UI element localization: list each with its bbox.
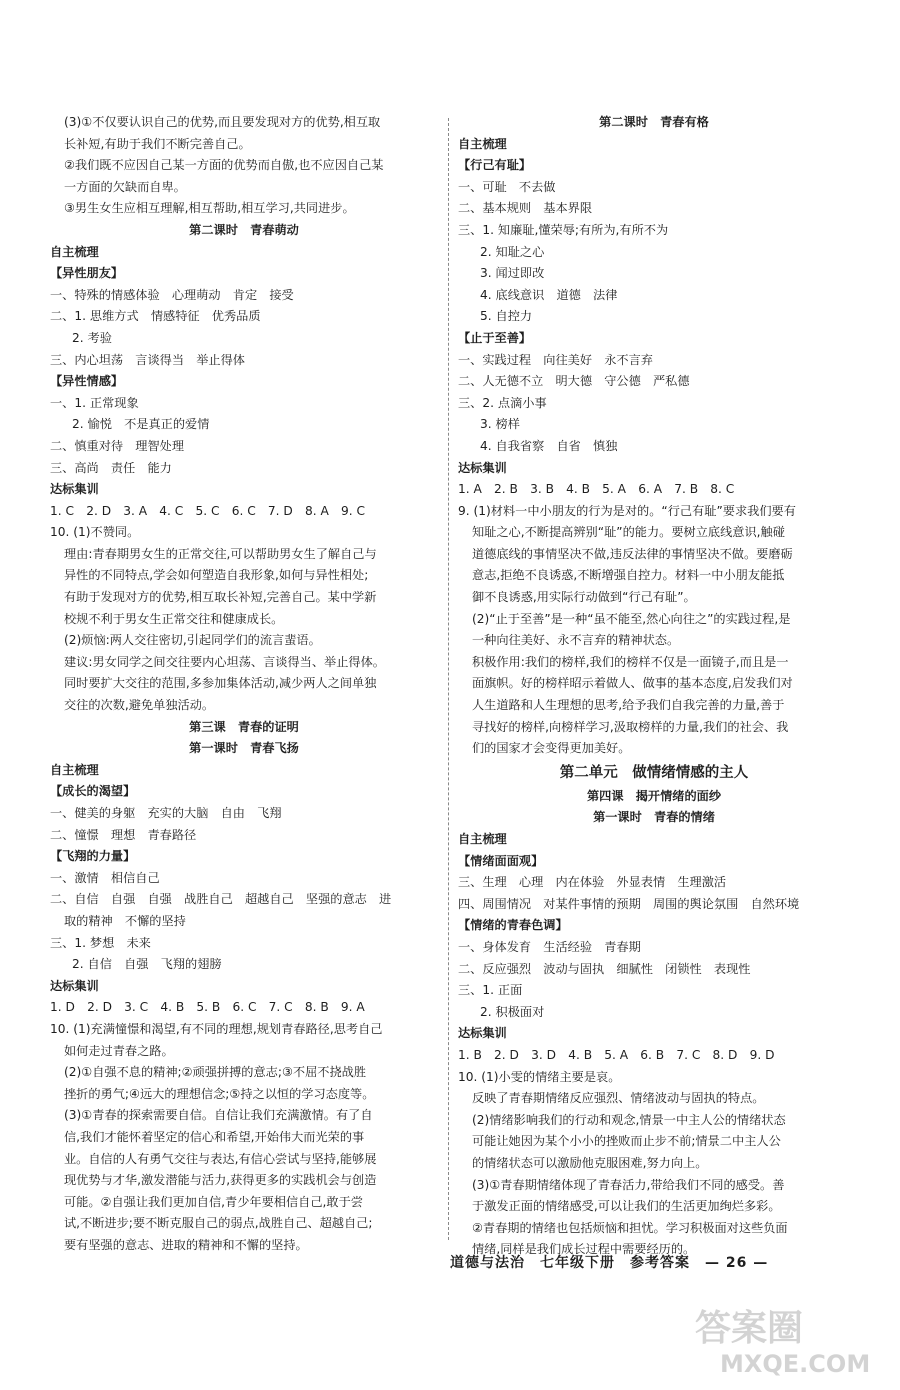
text-line: 【飞翔的力量】 xyxy=(50,849,136,864)
text-line: 一方面的欠缺而自卑。 xyxy=(64,179,186,194)
column-divider xyxy=(448,118,449,1240)
text-line: 于激发正面的情绪感受,可以让我们的生活更加绚烂多彩。 xyxy=(472,1199,781,1214)
page-footer: 道德与法治 七年级下册 参考答案 — 26 — xyxy=(450,1255,769,1271)
text-line: 挫折的勇气;④远大的理想信念;⑤持之以恒的学习态度等。 xyxy=(64,1086,375,1101)
text-line: 取的精神 不懈的坚持 xyxy=(64,913,186,928)
text-line: 4. 自我省察 自省 慎独 xyxy=(480,438,618,453)
text-line: 有助于发现对方的优势,相互取长补短,完善自己。某中学新 xyxy=(64,590,377,605)
text-line: 长补短,有助于我们不断完善自己。 xyxy=(64,136,251,151)
text-line: 1. D 2. D 3. C 4. B 5. B 6. C 7. C 8. B 9. A xyxy=(50,1000,365,1015)
text-line: 试,不断进步;要不断克服自己的弱点,战胜自己、超越自己; xyxy=(64,1216,373,1231)
text-line: 1. A 2. B 3. B 4. B 5. A 6. A 7. B 8. C xyxy=(458,482,735,497)
text-line: 达标集训 xyxy=(458,1026,507,1041)
text-line: 二、自信 自强 自强 战胜自己 超越自己 坚强的意志 进 xyxy=(50,892,392,907)
text-line: 第一课时 青春飞扬 xyxy=(189,741,299,756)
text-line: 同时要扩大交往的范围,多参加集体活动,减少两人之间单独 xyxy=(64,676,377,691)
text-line: 1. B 2. D 3. D 4. B 5. A 6. B 7. C 8. D 9. D xyxy=(458,1047,775,1062)
text-line: 交往的次数,避免单独活动。 xyxy=(64,698,215,713)
text-line: 知耻之心,不断提高辨别“耻”的能力。要树立底线意识,触碰 xyxy=(472,525,785,540)
text-line: 达标集训 xyxy=(50,978,99,993)
text-line: 【异性朋友】 xyxy=(50,266,124,281)
text-line: 情绪,同样是我们成长过程中需要经历的。 xyxy=(472,1242,696,1257)
text-line: 一、特殊的情感体验 心理萌动 肯定 接受 xyxy=(50,287,294,302)
text-line: 如何走过青春之路。 xyxy=(64,1043,174,1058)
text-line: 一、健美的身躯 充实的大脑 自由 飞翔 xyxy=(50,806,282,820)
text-line: 道德底线的事情坚决不做,违反法律的事情坚决不做。要磨砺 xyxy=(472,546,793,561)
text-line: 2. 愉悦 不是真正的爱情 xyxy=(72,417,210,432)
text-line: 3. 闻过即改 xyxy=(480,266,545,281)
text-line: 二、1. 思维方式 情感特征 优秀品质 xyxy=(50,309,261,324)
text-line: 可能让她因为某个小小的挫败而止步不前;情景二中主人公 xyxy=(472,1134,781,1149)
text-line: 【成长的渴望】 xyxy=(50,784,136,799)
text-line: ②我们既不应因自己某一方面的优势而自傲,也不应因自己某 xyxy=(64,158,384,173)
text-line: 第二课时 青春萌动 xyxy=(189,222,299,237)
text-line: 二、慎重对待 理智处理 xyxy=(50,438,185,453)
text-line: 9. (1)材料一中小朋友的行为是对的。“行己有耻”要求我们要有 xyxy=(458,503,796,518)
text-line: 寻找好的榜样,向榜样学习,汲取榜样的力量,我们的社会、我 xyxy=(472,719,789,734)
text-line: (2)①自强不息的精神;②顽强拼搏的意志;③不屈不挠战胜 xyxy=(64,1065,367,1080)
text-line: 三、1. 知廉耻,懂荣辱;有所为,有所不为 xyxy=(458,222,669,237)
text-line: 【止于至善】 xyxy=(458,330,532,345)
text-line: 校规不利于男女生正常交往和健康成长。 xyxy=(64,611,284,626)
text-line: 一、可耻 不去做 xyxy=(458,179,556,194)
text-line: 一、激情 相信自己 xyxy=(50,870,160,885)
text-line: 一、实践过程 向往美好 永不言弃 xyxy=(458,352,653,367)
text-line: ②青春期的情绪也包括烦恼和担忧。学习积极面对这些负面 xyxy=(472,1220,788,1235)
text-line: 三、高尚 责任 能力 xyxy=(50,460,172,475)
watermark-logo xyxy=(690,1300,880,1380)
text-line: (3)①不仅要认识自己的优势,而且要发现对方的优势,相互取 xyxy=(64,115,381,129)
text-line: 5. 自控力 xyxy=(480,309,533,324)
text-line: 可能。②自强让我们更加自信,青少年要相信自己,敢于尝 xyxy=(64,1194,363,1209)
text-line: 1. C 2. D 3. A 4. C 5. C 6. C 7. D 8. A 9. C xyxy=(50,503,366,518)
text-line: 10. (1)小雯的情绪主要是哀。 xyxy=(458,1069,621,1084)
text-line: 自主梳理 xyxy=(458,136,507,151)
text-line: 第一课时 青春的情绪 xyxy=(593,810,715,825)
right-column xyxy=(458,112,850,1261)
text-line: 2. 积极面对 xyxy=(480,1004,545,1019)
text-line: 【情绪面面观】 xyxy=(458,853,544,868)
text-line: 积极作用:我们的榜样,我们的榜样不仅是一面镜子,而且是一 xyxy=(472,654,789,669)
text-line: 【异性情感】 xyxy=(50,374,124,389)
text-line: 的情绪状态可以激励他克服困难,努力向上。 xyxy=(472,1155,708,1170)
text-line: 三、内心坦荡 言谈得当 举止得体 xyxy=(50,352,245,367)
text-line: 2. 自信 自强 飞翔的翅膀 xyxy=(72,957,222,972)
text-line: 三、1. 梦想 未来 xyxy=(50,935,151,950)
text-line: 理由:青春期男女生的正常交往,可以帮助男女生了解自己与 xyxy=(64,546,377,561)
text-line: 自主梳理 xyxy=(50,762,99,777)
text-line: 四、周围情况 对某件事情的预期 周围的舆论氛围 自然环境 xyxy=(458,896,800,911)
text-line: (3)①青春的探索需要自信。自信让我们充满激情。有了自 xyxy=(64,1108,373,1123)
text-line: 第二课时 青春有格 xyxy=(599,115,709,129)
text-line: 面旗帜。好的榜样昭示着做人、做事的基本态度,启发我们对 xyxy=(472,676,793,691)
text-line: 业。自信的人有勇气交往与表达,有信心尝试与坚持,能够展 xyxy=(64,1151,377,1166)
text-line: 反映了青春期情绪反应强烈、情绪波动与固执的特点。 xyxy=(472,1091,765,1106)
text-line: 意志,拒绝不良诱惑,不断增强自控力。材料一中小朋友能抵 xyxy=(472,568,785,583)
text-line: 二、反应强烈 波动与固执 细腻性 闭锁性 表现性 xyxy=(458,961,751,976)
text-line: (2)情绪影响我们的行动和观念,情景一中主人公的情绪状态 xyxy=(472,1112,786,1127)
text-line: 第二单元 做情绪情感的主人 xyxy=(559,764,749,781)
text-line: 一、身体发育 生活经验 青春期 xyxy=(458,939,641,954)
text-line: 现优势与才华,激发潜能与活力,获得更多的实践机会与创造 xyxy=(64,1173,377,1188)
text-line: 二、人无德不立 明大德 守公德 严私德 xyxy=(458,374,690,389)
text-line: 2. 考验 xyxy=(72,330,112,345)
text-line: 达标集训 xyxy=(50,482,99,497)
text-line: 自主梳理 xyxy=(50,244,99,259)
text-line: 二、憧憬 理想 青春路径 xyxy=(50,827,197,842)
text-line: 三、2. 点滴小事 xyxy=(458,395,547,410)
text-line: 要有坚强的意志、进取的精神和不懈的坚持。 xyxy=(64,1237,308,1252)
text-line: (3)①青春期情绪体现了青春活力,带给我们不同的感受。善 xyxy=(472,1177,785,1192)
text-line: 三、1. 正面 xyxy=(458,983,523,998)
text-line: 达标集训 xyxy=(458,460,507,475)
text-line: 2. 知耻之心 xyxy=(480,244,545,259)
text-line: 一种向往美好、永不言弃的精神状态。 xyxy=(472,633,680,648)
text-line: ③男生女生应相互理解,相互帮助,相互学习,共同进步。 xyxy=(64,201,355,216)
text-line: 人生道路和人生理想的思考,给予我们自我完善的力量,善于 xyxy=(472,698,785,713)
left-column xyxy=(50,112,438,1256)
text-line: 异性的不同特点,学会如何塑造自我形象,如何与异性相处; xyxy=(64,568,369,583)
text-line: 三、生理 心理 内在体验 外显表情 生理激活 xyxy=(458,875,727,890)
text-line: 【情绪的青春色调】 xyxy=(458,918,568,933)
text-line: 二、基本规则 基本界限 xyxy=(458,201,593,216)
watermark-text-main: 答案圈 xyxy=(695,1308,804,1349)
text-line: 3. 榜样 xyxy=(480,417,520,432)
text-line: 10. (1)不赞同。 xyxy=(50,525,140,540)
text-line: 第三课 青春的证明 xyxy=(189,719,299,734)
text-line: 信,我们才能怀着坚定的信心和希望,开始伟大而光荣的事 xyxy=(64,1129,365,1144)
text-line: 御不良诱惑,用实际行动做到“行己有耻”。 xyxy=(472,590,696,605)
text-line: 10. (1)充满憧憬和渴望,有不同的理想,规划青春路径,思考自己 xyxy=(50,1021,383,1036)
text-line: 第四课 揭开情绪的面纱 xyxy=(586,788,722,803)
text-line: 们的国家才会变得更加美好。 xyxy=(472,741,631,756)
text-line: 【行己有耻】 xyxy=(458,158,532,173)
text-line: 自主梳理 xyxy=(458,832,507,846)
text-line: (2)烦恼:两人交往密切,引起同学们的流言蜚语。 xyxy=(64,633,321,648)
text-line: 建议:男女同学之间交往要内心坦荡、言谈得当、举止得体。 xyxy=(64,654,385,669)
watermark-text-sub: MXQE.COM xyxy=(720,1350,871,1378)
text-line: 一、1. 正常现象 xyxy=(50,395,139,410)
text-line: (2)“止于至善”是一种“虽不能至,然心向往之”的实践过程,是 xyxy=(472,611,791,626)
text-line: 4. 底线意识 道德 法律 xyxy=(480,287,618,302)
